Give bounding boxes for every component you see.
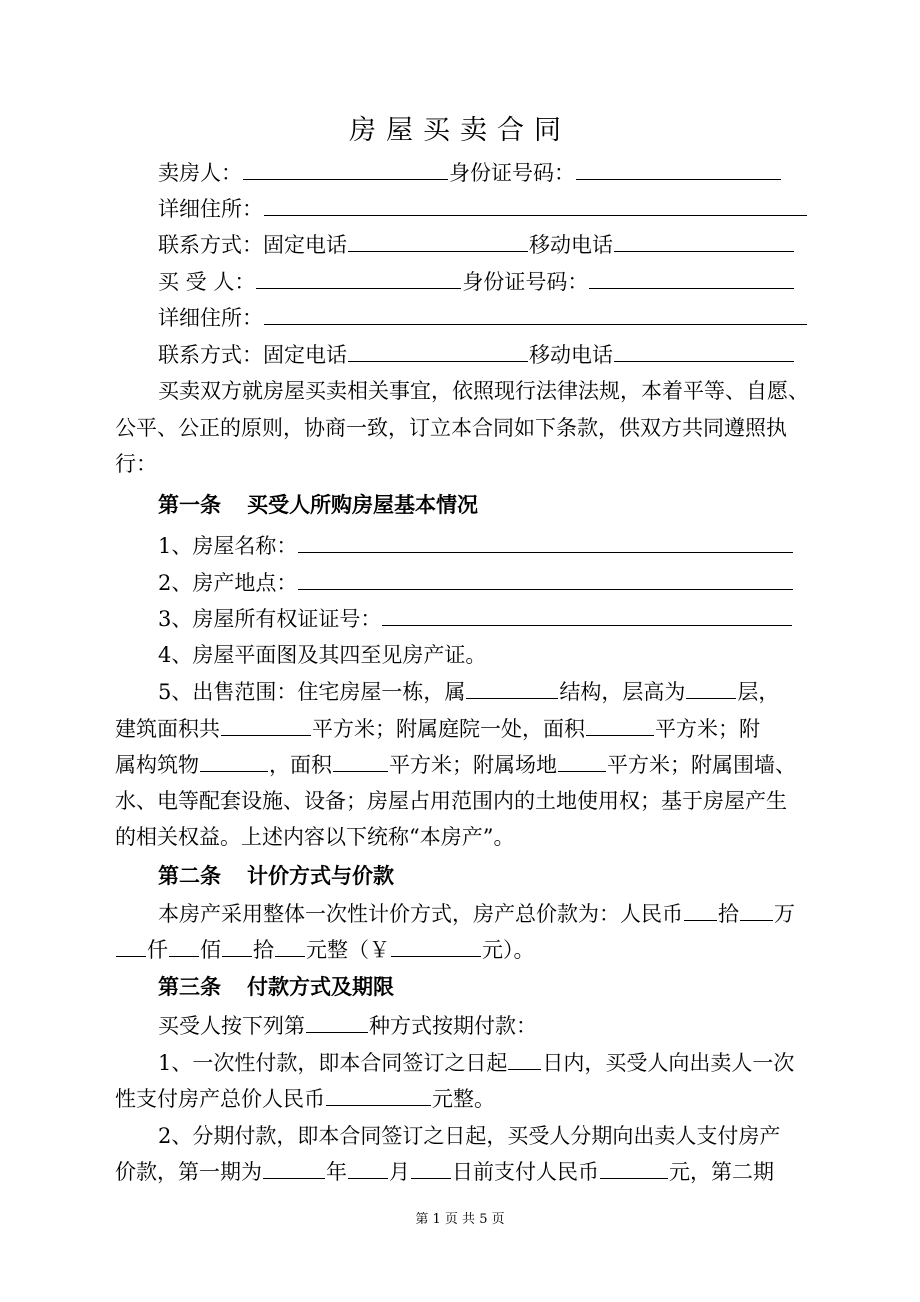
line3-text-c: 平方米；附属场地: [389, 753, 557, 777]
item2-label: 2、房产地点：: [158, 571, 298, 595]
structure-blank: [466, 674, 558, 699]
article2-title: 计价方式与价款: [247, 864, 394, 888]
seller-id-label: 身份证号码：: [449, 161, 575, 185]
line2-text-b: 平方米；附属庭院一处，面积: [312, 717, 585, 741]
article2-line2: [115, 932, 809, 968]
floor-area-blank: [221, 711, 311, 736]
buyer-address-blank: [264, 300, 807, 325]
article2-line1: [158, 896, 808, 932]
price-text-c: 万: [774, 902, 795, 926]
price-ten-blank: [222, 932, 252, 957]
article3-option2-line2: [115, 1154, 809, 1190]
buyer-id-blank: [589, 264, 794, 289]
article3-heading: [158, 969, 808, 1005]
price-numeric-blank: [391, 932, 481, 957]
item3-label: 3、房屋所有权证证号：: [158, 607, 382, 631]
buyer-id-label: 身份证号码：: [462, 270, 589, 294]
courtyard-area-blank: [586, 711, 654, 736]
first-installment-blank: [600, 1154, 668, 1179]
seller-name-row: [158, 155, 808, 191]
article1-number: 第一条: [158, 493, 221, 517]
price-text-a: 本房产采用整体一次性计价方式，房产总价款为：人民币: [158, 902, 683, 926]
article1-item5: [158, 674, 808, 710]
article3-option1-line2: [115, 1081, 809, 1117]
article1-item2: [158, 565, 808, 601]
house-name-blank: [298, 528, 793, 553]
seller-mobile-label: 移动电话: [529, 233, 613, 257]
line3-text-b: ，面积: [269, 753, 332, 777]
seller-phone-blank: [348, 227, 528, 252]
day-blank: [411, 1154, 451, 1179]
price-text-e: 元）。: [482, 938, 535, 962]
buyer-contact-label: 联系方式：固定电话: [158, 343, 347, 367]
article3-option1-line1: [158, 1045, 808, 1081]
seller-id-blank: [576, 155, 781, 180]
article1-item5-line3: [115, 747, 809, 783]
structures-area-blank: [333, 747, 388, 772]
opt1-text-d: 元整。: [432, 1087, 495, 1111]
buyer-name-row: [158, 264, 808, 300]
buyer-contact-row: [158, 337, 808, 373]
buyer-mobile-blank: [614, 337, 794, 362]
line2-text-a: 建筑面积共: [115, 717, 220, 741]
buyer-name-blank: [256, 264, 461, 289]
price-hundred-label: 佰: [200, 938, 221, 962]
article1-item4: 4、房屋平面图及其四至见房产证。: [158, 643, 487, 667]
site-area-blank: [558, 747, 606, 772]
price-hundred-blank: [169, 932, 199, 957]
preamble-line-1: 买卖双方就房屋买卖相关事宜，依照现行法律法规，本着平等、自愿、: [158, 379, 809, 403]
price-ten-label: 拾: [253, 938, 274, 962]
opt2-month-label: 月: [389, 1160, 410, 1184]
preamble-line-3: 行：: [115, 452, 157, 476]
article1-heading: [158, 487, 808, 523]
line3-text-d: 平方米；附属围墙、: [607, 753, 796, 777]
article3-option2-line1: 2、分期付款，即本合同签订之日起，买受人分期向出卖人支付房产: [158, 1124, 781, 1148]
days-blank: [508, 1045, 541, 1070]
article3-intro: [158, 1008, 808, 1044]
opt1-text-a: 1、一次性付款，即本合同签订之日起: [158, 1051, 508, 1075]
seller-name-blank: [243, 155, 448, 180]
floors-blank: [686, 674, 736, 699]
year-blank: [263, 1154, 325, 1179]
lump-sum-amount-blank: [326, 1081, 431, 1106]
seller-contact-label: 联系方式：固定电话: [158, 233, 347, 257]
item5-text-a: 5、出售范围：住宅房屋一栋，属: [158, 680, 466, 704]
opt2-text-f: 元，第二期: [669, 1160, 774, 1184]
preamble-line-2: 公平、公正的原则，协商一致，订立本合同如下条款，供双方共同遵照执: [115, 416, 787, 440]
article3-title: 付款方式及期限: [247, 975, 394, 999]
seller-address-label: 详细住所：: [158, 197, 263, 221]
price-unit-blank: [275, 932, 305, 957]
intro-text-b: 种方式按期付款：: [369, 1014, 537, 1038]
seller-mobile-blank: [614, 227, 794, 252]
price-thousand-blank: [116, 932, 146, 957]
price-thousand-label: 仟: [147, 938, 168, 962]
opt2-year-label: 年: [326, 1160, 347, 1184]
opt2-text-b: 价款，第一期为: [115, 1160, 262, 1184]
buyer-phone-blank: [348, 337, 528, 362]
article2-heading: [158, 858, 808, 894]
page-title: 房屋买卖合同: [349, 115, 571, 146]
seller-contact-row: [158, 227, 808, 263]
line3-text-a: 属构筑物: [115, 753, 199, 777]
price-text-b: 拾: [718, 902, 739, 926]
opt2-text-e: 日前支付人民币: [452, 1160, 599, 1184]
buyer-address-row: [158, 300, 808, 336]
house-location-blank: [298, 565, 793, 590]
price-ten-thousand-tens-blank: [684, 896, 717, 921]
article1-item5-line4: 水、电等配套设施、设备；房屋占用范围内的土地使用权；基于房屋产生: [115, 789, 787, 813]
price-ten-thousand-blank: [740, 896, 773, 921]
article1-title: 买受人所购房屋基本情况: [247, 493, 478, 517]
opt1-text-b: 日内，买受人向出卖人一次: [542, 1051, 795, 1075]
article3-number: 第三条: [158, 975, 221, 999]
article1-item5-line5: 的相关权益。上述内容以下统称“本房产”。: [115, 825, 515, 849]
structures-blank: [200, 747, 268, 772]
item1-label: 1、房屋名称：: [158, 534, 298, 558]
seller-address-row: [158, 191, 808, 227]
item5-text-b: 结构，层高为: [559, 680, 686, 704]
month-blank: [348, 1154, 388, 1179]
intro-text-a: 买受人按下列第: [158, 1014, 305, 1038]
payment-method-blank: [306, 1008, 368, 1033]
seller-label: 卖房人：: [158, 161, 242, 185]
line2-text-c: 平方米；附: [655, 717, 760, 741]
price-text-d: 元整（￥: [306, 938, 390, 962]
buyer-mobile-label: 移动电话: [529, 343, 613, 367]
certificate-no-blank: [382, 601, 792, 626]
article1-item5-line2: [115, 711, 809, 747]
article1-item1: [158, 528, 808, 564]
seller-address-blank: [264, 191, 807, 216]
buyer-label: 买 受 人：: [158, 270, 256, 294]
opt1-text-c: 性支付房产总价人民币: [115, 1087, 325, 1111]
article1-item3: [158, 601, 808, 637]
article2-number: 第二条: [158, 864, 221, 888]
buyer-address-label: 详细住所：: [158, 306, 263, 330]
page-footer: 第 1 页 共 5 页: [415, 1212, 505, 1227]
item5-text-c: 层，: [737, 680, 780, 704]
